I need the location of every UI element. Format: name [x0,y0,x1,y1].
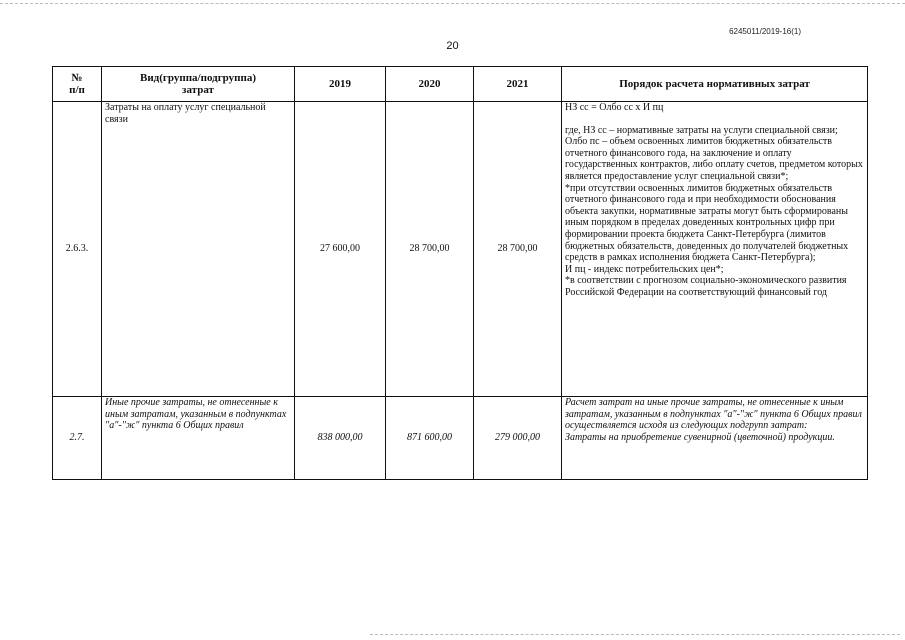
row-value-2020: 871 600,00 [386,397,474,480]
header-2019: 2019 [295,67,386,102]
calc-line: *при отсутствии освоенных лимитов бюджетных обязательств отчетного финансового года и при необходимости обоснования объекта закупки, нормативные затраты могут быть сформированы иным порядком в пределах доведенных контрольных цифр при формировании проекта бюджета Санкт-Петербурга (лимитов бюджетных обязательств, доведенных до получателей бюджетных средств в рамках исполнения бюджета Санкт-Петербурга); [565,182,849,264]
table-row [53,397,868,480]
page-number: 20 [446,40,459,52]
row-number: 2.7. [53,397,102,480]
row-cost-name: Затраты на оплату услуг специальной связи [102,102,295,397]
row-value-2019: 838 000,00 [295,397,386,480]
row-calc-method [562,397,868,480]
row-value-2021: 279 000,00 [474,397,562,480]
row-value-2020: 28 700,00 [386,102,474,397]
row-value-2021: 28 700,00 [474,102,562,397]
header-number: № п/п [53,67,102,102]
header-2021: 2021 [474,67,562,102]
header-2020: 2020 [386,67,474,102]
calc-line: И пц - индекс потребительских цен*; [565,263,724,275]
table-header-row [53,67,868,102]
header-calc-method: Порядок расчета нормативных затрат [562,67,868,102]
header-cost-type: Вид(группа/подгруппа) затрат [102,67,295,102]
row-cost-name: Иные прочие затраты, не отнесенные к иным затратам, указанным в подпунктах "а"-"ж" пункта 6 Общих правил [102,397,295,480]
cost-table [52,66,868,480]
calc-line: Затраты на приобретение сувенирной (цветочной) продукции. [565,431,835,443]
row-number: 2.6.3. [53,102,102,397]
calc-line: Расчет затрат на иные прочие затраты, не отнесенные к иным затратам, указанным в подпунктах "а"-"ж" пункта 6 Общих правил осуществляется исходя из следующих подгрупп затрат: [565,397,862,432]
scan-top-line [0,3,905,4]
calc-line: Олбо пс – объем освоенных лимитов бюджетных обязательств отчетного финансового года, на заключение и оплату государственных контрактов, либо оплату счетов, предметом которых является предоставление услуг специальной связи*; [565,136,863,182]
calc-line: где, НЗ сс – нормативные затраты на услуги специальной связи; [565,124,838,136]
calc-formula: НЗ сс = Олбо сс х И пц [565,102,664,113]
table-row [53,102,868,397]
row-value-2019: 27 600,00 [295,102,386,397]
scan-bottom-line [370,634,900,635]
calc-line: *в соответствии с прогнозом социально-экономического развития Российской Федерации на соответствующий финансовый год [565,275,847,298]
row-calc-method [562,102,868,397]
document-id: 6245011/2019-16(1) [729,27,801,36]
